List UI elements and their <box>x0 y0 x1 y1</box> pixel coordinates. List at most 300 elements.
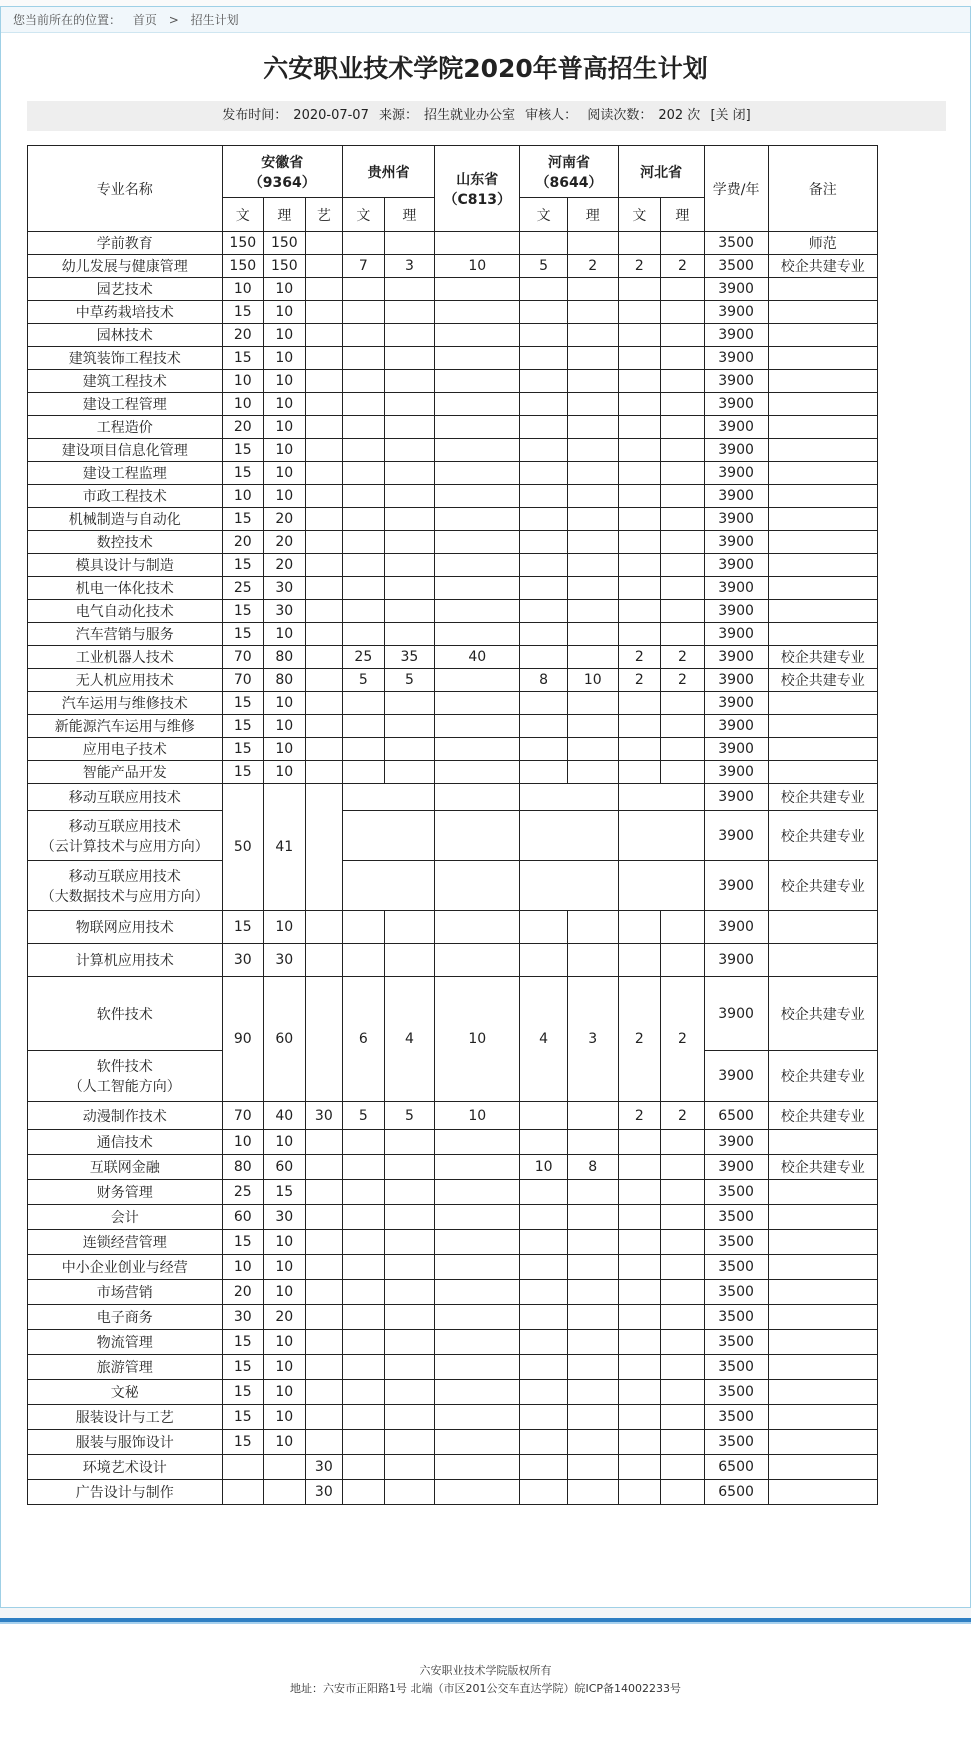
henan-li-cell <box>567 485 618 508</box>
anhui-yi-cell: 30 <box>305 1480 342 1505</box>
guizhou-wen-cell <box>343 232 385 255</box>
fee-cell: 3900 <box>704 439 768 462</box>
hebei-wen-cell <box>618 692 661 715</box>
anhui-wen-cell: 20 <box>222 1280 264 1305</box>
anhui-li-cell: 150 <box>264 232 306 255</box>
major-name-cell: 数控技术 <box>28 531 223 554</box>
major-name-cell: 建设工程管理 <box>28 393 223 416</box>
major-name-cell: 幼儿发展与健康管理 <box>28 255 223 278</box>
anhui-li-cell: 10 <box>264 324 306 347</box>
hebei-wen-cell <box>618 944 661 977</box>
hebei-wen-cell <box>618 1405 661 1430</box>
note-cell: 校企共建专业 <box>768 784 878 811</box>
guizhou-li-cell <box>384 623 435 646</box>
guizhou-li-cell <box>384 370 435 393</box>
shandong-cell <box>435 784 520 811</box>
table-row <box>28 692 878 715</box>
major-direction: （人工智能方向） <box>68 1079 181 1095</box>
anhui-yi-cell <box>305 944 342 977</box>
guizhou-li-cell <box>384 1380 435 1405</box>
henan-wen-cell <box>520 462 568 485</box>
anhui-wen-cell: 15 <box>222 692 264 715</box>
table-row <box>28 1230 878 1255</box>
hebei-li-cell <box>661 347 705 370</box>
hebei-wen-cell <box>618 416 661 439</box>
anhui-yi-cell <box>305 508 342 531</box>
table-row <box>28 301 878 324</box>
henan-wen-cell <box>520 715 568 738</box>
guizhou-cell <box>343 861 435 911</box>
shandong-cell <box>435 508 520 531</box>
header-shandong <box>435 146 520 232</box>
major-name-cell <box>28 861 223 911</box>
henan-wen-cell <box>520 1130 568 1155</box>
header-sub-wen: 文 <box>520 198 568 232</box>
note-cell <box>768 554 878 577</box>
fee-cell: 3500 <box>704 1230 768 1255</box>
shandong-cell <box>435 1230 520 1255</box>
major-name-cell: 动漫制作技术 <box>28 1102 223 1130</box>
fee-cell: 3500 <box>704 255 768 278</box>
major-name-cell: 智能产品开发 <box>28 761 223 784</box>
hebei-li-cell <box>661 944 705 977</box>
major-name-cell: 建设项目信息化管理 <box>28 439 223 462</box>
hebei-li-cell <box>661 232 705 255</box>
henan-wen-cell <box>520 944 568 977</box>
major-name-cell: 模具设计与制造 <box>28 554 223 577</box>
hebei-li-cell <box>661 911 705 944</box>
table-row <box>28 462 878 485</box>
anhui-wen-cell: 25 <box>222 577 264 600</box>
note-cell <box>768 1280 878 1305</box>
major-name-cell: 学前教育 <box>28 232 223 255</box>
guizhou-li-cell <box>384 232 435 255</box>
anhui-yi-cell <box>305 324 342 347</box>
note-cell <box>768 1205 878 1230</box>
major-name-cell: 电子商务 <box>28 1305 223 1330</box>
anhui-li-cell: 10 <box>264 761 306 784</box>
guizhou-li-cell <box>384 439 435 462</box>
major-name-cell: 无人机应用技术 <box>28 669 223 692</box>
anhui-wen-cell: 15 <box>222 301 264 324</box>
fee-cell: 3900 <box>704 531 768 554</box>
table-row <box>28 784 878 811</box>
hebei-wen-cell <box>618 1330 661 1355</box>
guizhou-wen-cell <box>343 577 385 600</box>
note-cell <box>768 324 878 347</box>
major-name-cell: 计算机应用技术 <box>28 944 223 977</box>
anhui-li-cell: 10 <box>264 393 306 416</box>
henan-li-cell <box>567 554 618 577</box>
henan-wen-cell <box>520 1205 568 1230</box>
table-row <box>28 1430 878 1455</box>
anhui-wen-cell: 20 <box>222 531 264 554</box>
header-anhui <box>222 146 343 198</box>
hebei-li-cell <box>661 1130 705 1155</box>
guizhou-wen-cell <box>343 1230 385 1255</box>
henan-wen-cell <box>520 485 568 508</box>
anhui-li-cell: 20 <box>264 508 306 531</box>
anhui-yi-cell <box>305 692 342 715</box>
anhui-yi-cell <box>305 301 342 324</box>
note-cell <box>768 911 878 944</box>
hebei-li-cell <box>661 508 705 531</box>
note-cell: 校企共建专业 <box>768 977 878 1051</box>
henan-wen-cell <box>520 1455 568 1480</box>
hebei-wen-cell <box>618 1355 661 1380</box>
table-row <box>28 554 878 577</box>
shandong-cell <box>435 416 520 439</box>
major-name-cell: 应用电子技术 <box>28 738 223 761</box>
fee-cell: 3900 <box>704 784 768 811</box>
publish-label: 发布时间： <box>222 108 288 123</box>
anhui-li-cell: 10 <box>264 1330 306 1355</box>
guizhou-wen-cell <box>343 1130 385 1155</box>
hebei-cell <box>618 784 704 811</box>
table-row <box>28 1330 878 1355</box>
henan-li-cell <box>567 232 618 255</box>
guizhou-li-cell <box>384 911 435 944</box>
anhui-wen-cell: 80 <box>222 1155 264 1180</box>
shandong-cell <box>435 393 520 416</box>
close-button[interactable]: [关 闭] <box>710 108 751 123</box>
henan-wen-cell <box>520 393 568 416</box>
henan-li-cell <box>567 416 618 439</box>
henan-wen-cell <box>520 1305 568 1330</box>
note-cell <box>768 393 878 416</box>
henan-wen-cell <box>520 1280 568 1305</box>
note-cell <box>768 1380 878 1405</box>
fee-cell: 3900 <box>704 1130 768 1155</box>
hebei-li-cell <box>661 324 705 347</box>
fee-cell: 3900 <box>704 393 768 416</box>
note-cell <box>768 462 878 485</box>
hebei-li-cell <box>661 1430 705 1455</box>
henan-li-cell <box>567 1205 618 1230</box>
fee-cell: 3900 <box>704 577 768 600</box>
henan-li-cell <box>567 1180 618 1205</box>
anhui-wen-cell <box>222 1455 264 1480</box>
guizhou-wen-cell <box>343 1355 385 1380</box>
breadcrumb-current-link[interactable]: 招生计划 <box>190 13 239 27</box>
breadcrumb-home-link[interactable]: 首页 <box>132 13 157 27</box>
note-cell <box>768 738 878 761</box>
hebei-li-cell <box>661 1480 705 1505</box>
hebei-li-cell <box>661 623 705 646</box>
table-row <box>28 1480 878 1505</box>
anhui-li-cell: 30 <box>264 600 306 623</box>
anhui-li-cell: 10 <box>264 1430 306 1455</box>
hebei-wen-cell <box>618 1255 661 1280</box>
anhui-li-cell: 10 <box>264 347 306 370</box>
henan-wen-cell <box>520 232 568 255</box>
source-value: 招生就业办公室 <box>424 108 516 123</box>
table-row <box>28 1455 878 1480</box>
anhui-wen-cell: 70 <box>222 669 264 692</box>
anhui-wen-cell: 15 <box>222 911 264 944</box>
anhui-wen-cell: 15 <box>222 554 264 577</box>
hebei-wen-cell <box>618 600 661 623</box>
anhui-yi-cell <box>305 439 342 462</box>
anhui-yi-cell <box>305 1180 342 1205</box>
major-name: 移动互联应用技术 <box>68 790 181 806</box>
hebei-wen-cell: 2 <box>618 646 661 669</box>
anhui-yi-cell <box>305 416 342 439</box>
table-row <box>28 646 878 669</box>
anhui-wen-cell: 15 <box>222 439 264 462</box>
anhui-yi-cell <box>305 646 342 669</box>
fee-cell: 3900 <box>704 347 768 370</box>
major-direction: （大数据技术与应用方向） <box>40 888 209 905</box>
note-cell <box>768 1430 878 1455</box>
note-cell <box>768 1355 878 1380</box>
table-row <box>28 600 878 623</box>
anhui-li-cell: 10 <box>264 416 306 439</box>
table-row <box>28 669 878 692</box>
hebei-li-cell <box>661 393 705 416</box>
hebei-li-cell <box>661 1230 705 1255</box>
guizhou-li-cell <box>384 600 435 623</box>
major-name: 软件技术 <box>96 1006 153 1023</box>
major-name-cell: 园艺技术 <box>28 278 223 301</box>
hebei-li-cell: 2 <box>661 1102 705 1130</box>
table-row <box>28 1180 878 1205</box>
henan-li-cell <box>567 1305 618 1330</box>
hebei-wen-cell <box>618 911 661 944</box>
table-body <box>28 232 878 1505</box>
henan-wen-cell <box>520 370 568 393</box>
anhui-li-cell: 10 <box>264 439 306 462</box>
fee-cell: 3900 <box>704 324 768 347</box>
note-cell <box>768 715 878 738</box>
henan-li-cell <box>567 761 618 784</box>
table-row <box>28 715 878 738</box>
anhui-li-cell: 10 <box>264 1280 306 1305</box>
henan-wen-cell <box>520 416 568 439</box>
shandong-cell <box>435 1205 520 1230</box>
hebei-li-cell <box>661 554 705 577</box>
major-name-cell: 建筑工程技术 <box>28 370 223 393</box>
hebei-wen-cell <box>618 715 661 738</box>
henan-li-cell <box>567 600 618 623</box>
guizhou-li-cell: 3 <box>384 255 435 278</box>
hebei-wen-cell <box>618 1130 661 1155</box>
table-row <box>28 347 878 370</box>
henan-li-cell <box>567 1230 618 1255</box>
table-row <box>28 232 878 255</box>
hebei-wen-cell <box>618 347 661 370</box>
anhui-li-cell: 10 <box>264 278 306 301</box>
hebei-li-cell <box>661 577 705 600</box>
hebei-li-cell: 2 <box>661 646 705 669</box>
henan-wen-cell <box>520 577 568 600</box>
hebei-wen-cell <box>618 1230 661 1255</box>
shandong-cell: 10 <box>435 1102 520 1130</box>
table-row <box>28 278 878 301</box>
anhui-wen-cell: 25 <box>222 1180 264 1205</box>
hebei-cell <box>618 861 704 911</box>
table-row <box>28 1405 878 1430</box>
guizhou-wen-cell <box>343 761 385 784</box>
hebei-li-cell <box>661 1355 705 1380</box>
major-name-cell: 电气自动化技术 <box>28 600 223 623</box>
hebei-li-cell <box>661 462 705 485</box>
guizhou-li-cell: 4 <box>384 977 435 1102</box>
guizhou-li-cell <box>384 1305 435 1330</box>
anhui-yi-cell <box>305 1330 342 1355</box>
shandong-cell <box>435 439 520 462</box>
hebei-li-cell <box>661 1280 705 1305</box>
anhui-yi-cell <box>305 1205 342 1230</box>
major-name-cell: 机械制造与自动化 <box>28 508 223 531</box>
publish-date: 2020-07-07 <box>293 108 369 123</box>
header-sub-wen: 文 <box>343 198 385 232</box>
major-name: 移动互联应用技术 <box>68 818 181 835</box>
header-sub-li: 理 <box>661 198 705 232</box>
anhui-li-cell: 60 <box>264 977 306 1102</box>
major-name-cell: 环境艺术设计 <box>28 1455 223 1480</box>
anhui-li-cell: 10 <box>264 1130 306 1155</box>
shandong-cell <box>435 1405 520 1430</box>
table-row <box>28 1102 878 1130</box>
table-row <box>28 761 878 784</box>
henan-li-cell <box>567 738 618 761</box>
guizhou-li-cell <box>384 301 435 324</box>
note-cell <box>768 761 878 784</box>
major-name-cell: 新能源汽车运用与维修 <box>28 715 223 738</box>
anhui-yi-cell <box>305 577 342 600</box>
note-cell <box>768 1480 878 1505</box>
note-cell <box>768 347 878 370</box>
major-name-cell <box>28 1051 223 1102</box>
table-row <box>28 738 878 761</box>
anhui-wen-cell: 70 <box>222 1102 264 1130</box>
fee-cell: 3900 <box>704 761 768 784</box>
henan-li-cell <box>567 370 618 393</box>
henan-wen-cell <box>520 600 568 623</box>
note-cell <box>768 1180 878 1205</box>
table-row <box>28 531 878 554</box>
anhui-wen-cell: 150 <box>222 255 264 278</box>
table-row <box>28 1255 878 1280</box>
shandong-cell <box>435 861 520 911</box>
guizhou-wen-cell <box>343 1155 385 1180</box>
anhui-wen-cell: 15 <box>222 1330 264 1355</box>
major-name-cell: 机电一体化技术 <box>28 577 223 600</box>
table-row <box>28 1305 878 1330</box>
guizhou-li-cell <box>384 1255 435 1280</box>
fee-cell: 3900 <box>704 278 768 301</box>
guizhou-li-cell <box>384 393 435 416</box>
major-name: 移动互联应用技术 <box>68 868 181 885</box>
note-cell <box>768 577 878 600</box>
hebei-li-cell <box>661 600 705 623</box>
header-sub-li: 理 <box>264 198 306 232</box>
guizhou-li-cell <box>384 944 435 977</box>
anhui-wen-cell <box>222 1480 264 1505</box>
hebei-wen-cell <box>618 1380 661 1405</box>
note-cell <box>768 370 878 393</box>
henan-li-cell: 8 <box>567 1155 618 1180</box>
henan-wen-cell <box>520 278 568 301</box>
shandong-cell <box>435 738 520 761</box>
page-title: 六安职业技术学院2020年普高招生计划 <box>263 54 708 83</box>
fee-cell: 3900 <box>704 977 768 1051</box>
guizhou-cell <box>343 784 435 811</box>
header-sub-wen: 文 <box>222 198 264 232</box>
guizhou-li-cell: 35 <box>384 646 435 669</box>
header-sub-yi: 艺 <box>305 198 342 232</box>
anhui-li-cell: 30 <box>264 944 306 977</box>
note-cell: 校企共建专业 <box>768 1102 878 1130</box>
hebei-li-cell <box>661 1155 705 1180</box>
note-cell <box>768 692 878 715</box>
header-henan-code: （8644） <box>535 174 603 191</box>
guizhou-wen-cell: 5 <box>343 1102 385 1130</box>
guizhou-li-cell <box>384 531 435 554</box>
anhui-yi-cell <box>305 1405 342 1430</box>
anhui-yi-cell <box>305 911 342 944</box>
henan-li-cell <box>567 1130 618 1155</box>
shandong-cell <box>435 669 520 692</box>
hebei-wen-cell <box>618 1430 661 1455</box>
fee-cell: 3500 <box>704 1430 768 1455</box>
header-hebei: 河北省 <box>618 146 704 198</box>
anhui-li-cell: 150 <box>264 255 306 278</box>
hebei-wen-cell <box>618 531 661 554</box>
henan-li-cell <box>567 1380 618 1405</box>
hebei-li-cell: 2 <box>661 255 705 278</box>
shandong-cell <box>435 1480 520 1505</box>
guizhou-li-cell <box>384 462 435 485</box>
henan-wen-cell <box>520 1255 568 1280</box>
guizhou-wen-cell <box>343 393 385 416</box>
hebei-wen-cell <box>618 485 661 508</box>
shandong-cell: 10 <box>435 977 520 1102</box>
guizhou-wen-cell <box>343 623 385 646</box>
note-cell: 校企共建专业 <box>768 1155 878 1180</box>
hebei-wen-cell <box>618 577 661 600</box>
guizhou-wen-cell <box>343 508 385 531</box>
henan-wen-cell <box>520 1430 568 1455</box>
note-cell: 校企共建专业 <box>768 669 878 692</box>
guizhou-wen-cell <box>343 1180 385 1205</box>
anhui-li-cell: 40 <box>264 1102 306 1130</box>
major-direction: （云计算技术与应用方向） <box>40 838 209 855</box>
anhui-li-cell: 10 <box>264 692 306 715</box>
header-shandong-name: 山东省 <box>456 171 499 188</box>
hebei-wen-cell <box>618 301 661 324</box>
fee-cell: 3500 <box>704 1380 768 1405</box>
table-row <box>28 861 878 911</box>
guizhou-li-cell <box>384 1130 435 1155</box>
major-name-cell <box>28 784 223 811</box>
henan-li-cell <box>567 439 618 462</box>
hebei-li-cell: 2 <box>661 977 705 1102</box>
major-name-cell: 广告设计与制作 <box>28 1480 223 1505</box>
guizhou-wen-cell <box>343 1255 385 1280</box>
henan-li-cell <box>567 944 618 977</box>
table-row <box>28 485 878 508</box>
anhui-wen-cell: 10 <box>222 1130 264 1155</box>
note-cell <box>768 623 878 646</box>
henan-li-cell <box>567 646 618 669</box>
hebei-wen-cell <box>618 1205 661 1230</box>
henan-li-cell <box>567 1330 618 1355</box>
fee-cell: 3900 <box>704 416 768 439</box>
table-row <box>28 944 878 977</box>
henan-wen-cell <box>520 646 568 669</box>
